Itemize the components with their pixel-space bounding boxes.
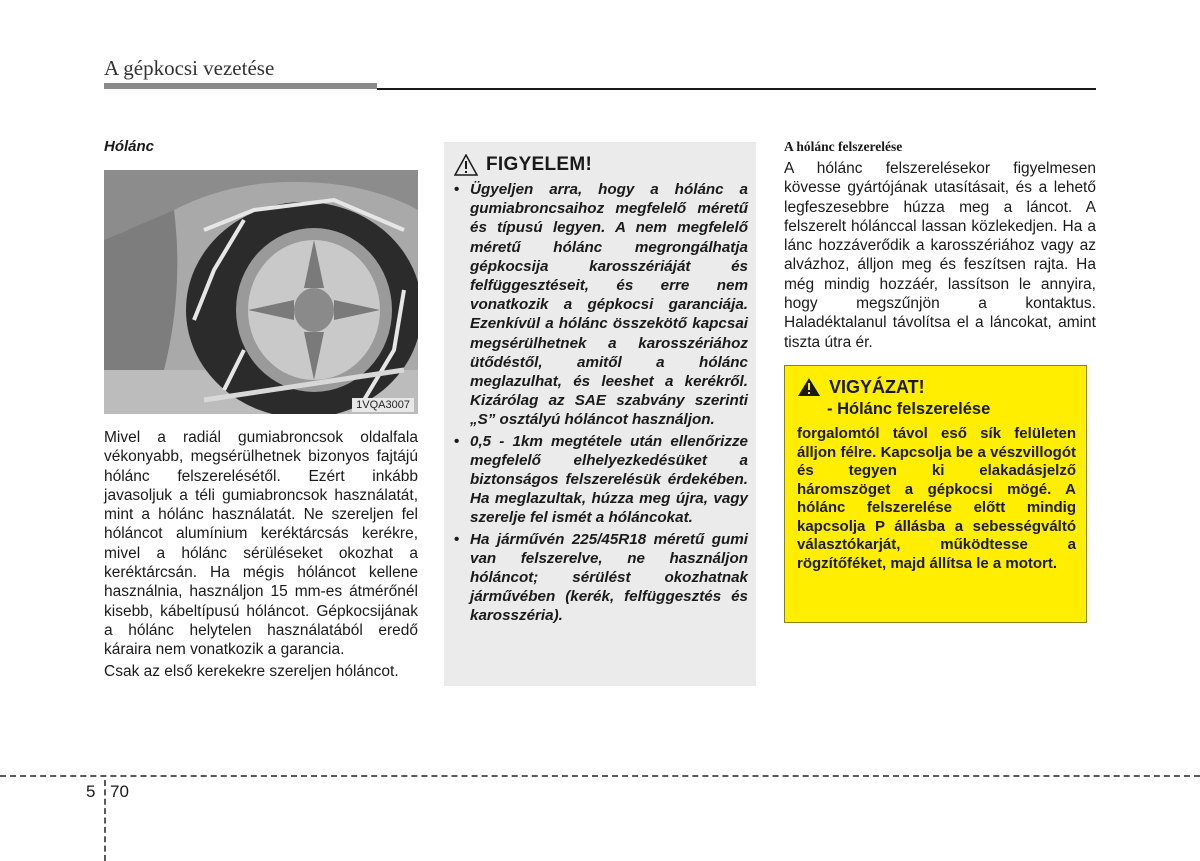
warning-header — [454, 152, 748, 178]
section-heading: A hólánc felszerelése — [784, 139, 903, 154]
image-code-label: 1VQA3007 — [352, 398, 414, 412]
header-rule-thick — [104, 83, 377, 89]
right-paragraph: A hólánc felszerelésekor figyelmesen kövesse gyártójának utasításait, és a lehető legfeszesebbre húzza meg a láncot. A felszerelt hólánccal lassan közlekedjen. Ha a lánc hozzáverődik a karosszériához vagy az alvázhoz, álljon meg és feszítsen rajta. Ha még mindig hozzáér, lassítson le annyira, hogy megszűnjön a kontaktus. Haladéktalanul távolítsa el a láncokat, amint tiszta útra ér. — [784, 160, 1096, 351]
caution-box — [784, 365, 1087, 623]
left-column — [104, 138, 418, 681]
caution-text: forgalomtól távol eső sík felületen álljon félre. Kapcsolja be a vészvillogót és tegyen ki elakadásjelző háromszöget a gépkocsi mögé. A hólánc felszerelése előtt mindig kapcsolja P állásba a sebességváltó választókarját, működtesse a rögzítőféket, majd állítsa le a motort. — [797, 425, 1076, 572]
caution-subtitle: - Hólánc felszerelése — [827, 400, 991, 418]
section-number: 5 — [86, 782, 96, 801]
caution-triangle-icon — [797, 377, 821, 397]
bullet: • — [454, 530, 460, 548]
warning-box — [444, 142, 756, 686]
section-subheading: Hólánc — [104, 138, 155, 155]
footer-rule — [0, 775, 1200, 777]
warning-list — [454, 180, 748, 626]
snow-chain-photo — [104, 170, 418, 414]
tire-with-chain-illustration — [104, 170, 418, 414]
running-header: A gépkocsi vezetése — [104, 56, 275, 80]
caution-header — [797, 376, 1076, 398]
right-column — [784, 139, 1096, 352]
left-paragraph-1: Mivel a radiál gumiabroncsok oldalfala vékonyabb, megsérülhetnek bizonyos fajtájú hólánc felszerelésétől. Ezért inkább javasoljuk a téli gumiabroncsok használatát, mint a hólánc használatát. Ne szereljen fel hóláncot alumínium keréktárcsás kerékre, mivel a hólánc sérüléseket okozhat a keréktárcsán. Ha mégis hóláncot kellene használnia, használjon 15 mm-es átmérőnél kisebb, kábeltípusú hóláncot. Gépkocsijának a hólánc helytelen használatából eredő káraira nem vonatkozik a garancia. — [104, 429, 418, 659]
footer-divider — [104, 780, 106, 861]
page-number: 70 — [110, 782, 129, 801]
warning-triangle-icon — [454, 154, 478, 176]
caution-title: VIGYÁZAT! — [829, 376, 925, 397]
warning-item: • Ha járművén 225/45R18 méretű gumi van felszerelve, ne használjon hóláncot; sérülést okozhatnak járművében (kerék, felfüggesztés és karosszéria). — [454, 530, 748, 625]
bullet: • — [454, 181, 460, 198]
warning-item: • Ügyeljen arra, hogy a hólánc a gumiabroncsaihoz megfelelő méretű és típusú legyen. A nem megfelelő méretű hólánc megrongálhatja gépkocsija karosszériáját és felfüggesztéseit, és erre nem vonatkozik a gépkocsi garanciája. Ezenkívül a hólánc összekötő kapcsai megsérülhetnek a karosszériához ütődéstől, amitől a hólánc meglazulhat, és leeshet a kerékről. Kizárólag az SAE szabvány szerinti „S” osztályú hóláncot használjon. — [454, 181, 748, 429]
header-rule-thin — [377, 88, 1096, 90]
warning-item: • 0,5 - 1km megtétele után ellenőrizze megfelelő elhelyezkedésüket a biztonságos felszerelésük érdekében. Ha meglazultak, húzza meg újra, vagy szerelje fel ismét a hóláncokat. — [454, 432, 748, 527]
bullet: • — [454, 432, 460, 450]
warning-title: FIGYELEM! — [486, 154, 593, 175]
left-paragraph-2: Csak az első kerekekre szereljen hóláncot. — [104, 662, 399, 680]
